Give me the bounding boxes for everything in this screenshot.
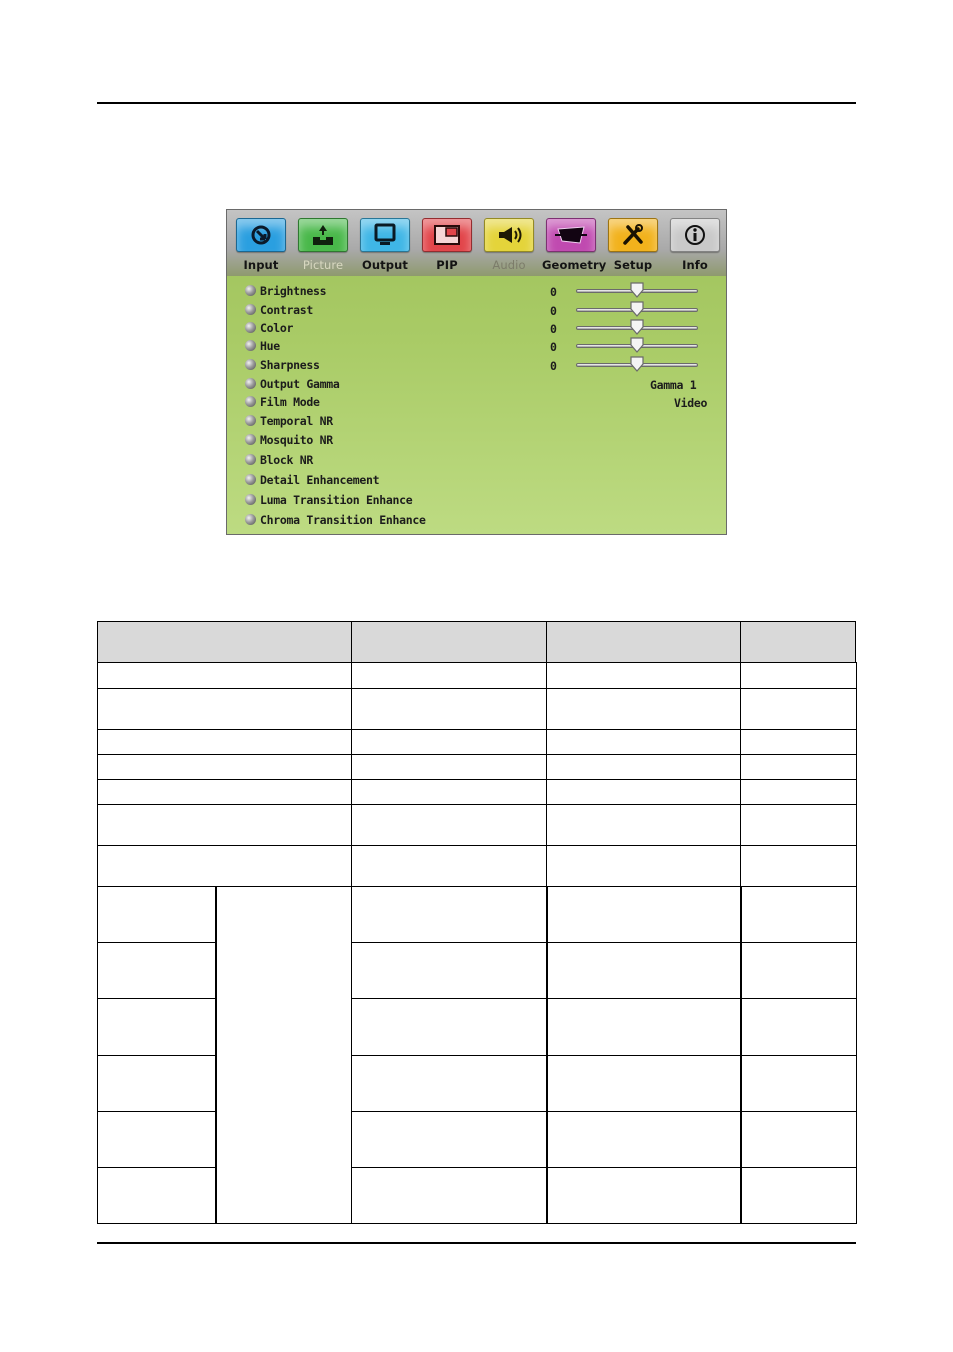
table-header-cell <box>97 621 352 663</box>
table-cell <box>351 729 547 755</box>
table-cell <box>546 662 741 689</box>
table-cell <box>351 1111 548 1168</box>
table-cell <box>351 779 547 805</box>
table-cell <box>97 886 217 943</box>
sharpness-slider[interactable] <box>576 361 698 369</box>
table-cell <box>97 845 352 887</box>
brightness-value: 0 <box>550 285 557 299</box>
output-gamma-value: Gamma 1 <box>650 378 697 392</box>
tab-output-label: Output <box>362 258 408 272</box>
table-header-cell <box>351 621 547 663</box>
table-cell <box>97 1055 217 1112</box>
table-cell <box>740 1167 857 1224</box>
table-cell <box>740 754 857 780</box>
tab-audio[interactable] <box>480 218 538 274</box>
table-cell <box>546 1055 742 1112</box>
bullet-icon <box>245 494 256 505</box>
table-cell <box>740 886 857 943</box>
table-cell <box>740 1111 857 1168</box>
tab-pip-label: PIP <box>436 258 458 272</box>
table-cell <box>546 998 742 1056</box>
tab-pip[interactable] <box>418 218 476 274</box>
table-cell <box>351 1055 548 1112</box>
table-header-cell <box>740 621 856 663</box>
film-mode-value: Video <box>674 396 708 410</box>
table-cell <box>97 998 217 1056</box>
pip-icon <box>422 218 472 252</box>
color-value: 0 <box>550 322 557 336</box>
hue-value: 0 <box>550 340 557 354</box>
tab-setup-label: Setup <box>613 258 653 272</box>
table-cell <box>97 804 352 846</box>
table-cell <box>351 754 547 780</box>
bullet-icon <box>245 415 256 426</box>
table-cell <box>740 942 857 999</box>
table-cell <box>351 1167 548 1224</box>
bullet-icon <box>245 396 256 407</box>
tab-audio-label: Audio <box>492 258 526 272</box>
osd-picture-menu: Input Picture Output PIP Audio Geometry Setup Info Brightness Contrast Color Hue Sharpness Output Gamma Film Mode Temporal NR Mosquito NR Block NR Detail Enhancement Luma Transition Enhance Chroma Transition Enhance 0 0 0 0 0 Gamma 1 Video <box>226 209 727 535</box>
table-cell <box>546 688 741 730</box>
table-cell <box>546 804 741 846</box>
table-cell <box>97 942 217 999</box>
table-cell <box>546 1167 742 1224</box>
table-cell <box>740 804 857 846</box>
setup-icon <box>608 218 658 252</box>
osd-tab-bar <box>227 210 726 276</box>
table-cell <box>740 729 857 755</box>
hue-slider[interactable] <box>576 342 698 350</box>
table-cell <box>546 754 741 780</box>
table-cell <box>351 662 547 689</box>
table-cell <box>97 754 352 780</box>
slider-knob[interactable] <box>630 337 644 353</box>
table-cell <box>740 662 857 689</box>
table-cell <box>97 688 352 730</box>
contrast-slider[interactable] <box>576 306 698 314</box>
table-cell <box>351 845 547 887</box>
top-rule <box>97 102 856 104</box>
bullet-icon <box>245 285 256 296</box>
slider-knob[interactable] <box>630 282 644 298</box>
tab-picture-label: Picture <box>302 258 344 272</box>
color-slider[interactable] <box>576 324 698 332</box>
table-cell <box>740 688 857 730</box>
table-cell <box>546 1111 742 1168</box>
bullet-icon <box>245 322 256 333</box>
audio-icon <box>484 218 534 252</box>
table-cell <box>351 886 548 943</box>
picture-icon <box>298 218 348 252</box>
table-header-cell <box>546 621 741 663</box>
table-cell <box>740 998 857 1056</box>
table-cell <box>351 688 547 730</box>
bullet-icon <box>245 359 256 370</box>
table-cell <box>351 942 548 999</box>
table-cell <box>97 779 352 805</box>
table-cell <box>546 729 741 755</box>
geometry-icon <box>546 218 596 252</box>
slider-knob[interactable] <box>630 356 644 372</box>
slider-knob[interactable] <box>630 301 644 317</box>
table-cell <box>546 779 741 805</box>
bullet-icon <box>245 514 256 525</box>
bullet-icon <box>245 454 256 465</box>
table-cell <box>97 1167 217 1224</box>
table-cell <box>740 1055 857 1112</box>
table-cell <box>740 845 857 887</box>
tab-geometry-label: Geometry <box>542 258 607 272</box>
table-cell <box>97 1111 217 1168</box>
input-icon <box>236 218 286 252</box>
table-cell <box>351 804 547 846</box>
slider-knob[interactable] <box>630 319 644 335</box>
tab-picture[interactable] <box>294 218 352 274</box>
bullet-icon <box>245 304 256 315</box>
tab-info[interactable] <box>666 218 724 274</box>
table-cell <box>215 886 352 1224</box>
bullet-icon <box>245 474 256 485</box>
bottom-rule <box>97 1242 856 1244</box>
bullet-icon <box>245 340 256 351</box>
tab-input-label: Input <box>243 258 279 272</box>
bullet-icon <box>245 434 256 445</box>
tab-setup[interactable] <box>604 218 662 274</box>
bullet-icon <box>245 378 256 389</box>
table-cell <box>546 886 742 943</box>
table-cell <box>740 779 857 805</box>
tab-info-label: Info <box>682 258 708 272</box>
table-cell <box>97 662 352 689</box>
sharpness-value: 0 <box>550 359 557 373</box>
info-icon <box>670 218 720 252</box>
table-cell <box>351 998 548 1056</box>
tab-output[interactable] <box>356 218 414 274</box>
table-cell <box>97 729 352 755</box>
table-cell <box>546 942 742 999</box>
output-icon <box>360 218 410 252</box>
contrast-value: 0 <box>550 304 557 318</box>
tab-geometry[interactable] <box>542 218 607 274</box>
table-cell <box>546 845 741 887</box>
tab-input[interactable] <box>232 218 290 274</box>
brightness-slider[interactable] <box>576 287 698 295</box>
